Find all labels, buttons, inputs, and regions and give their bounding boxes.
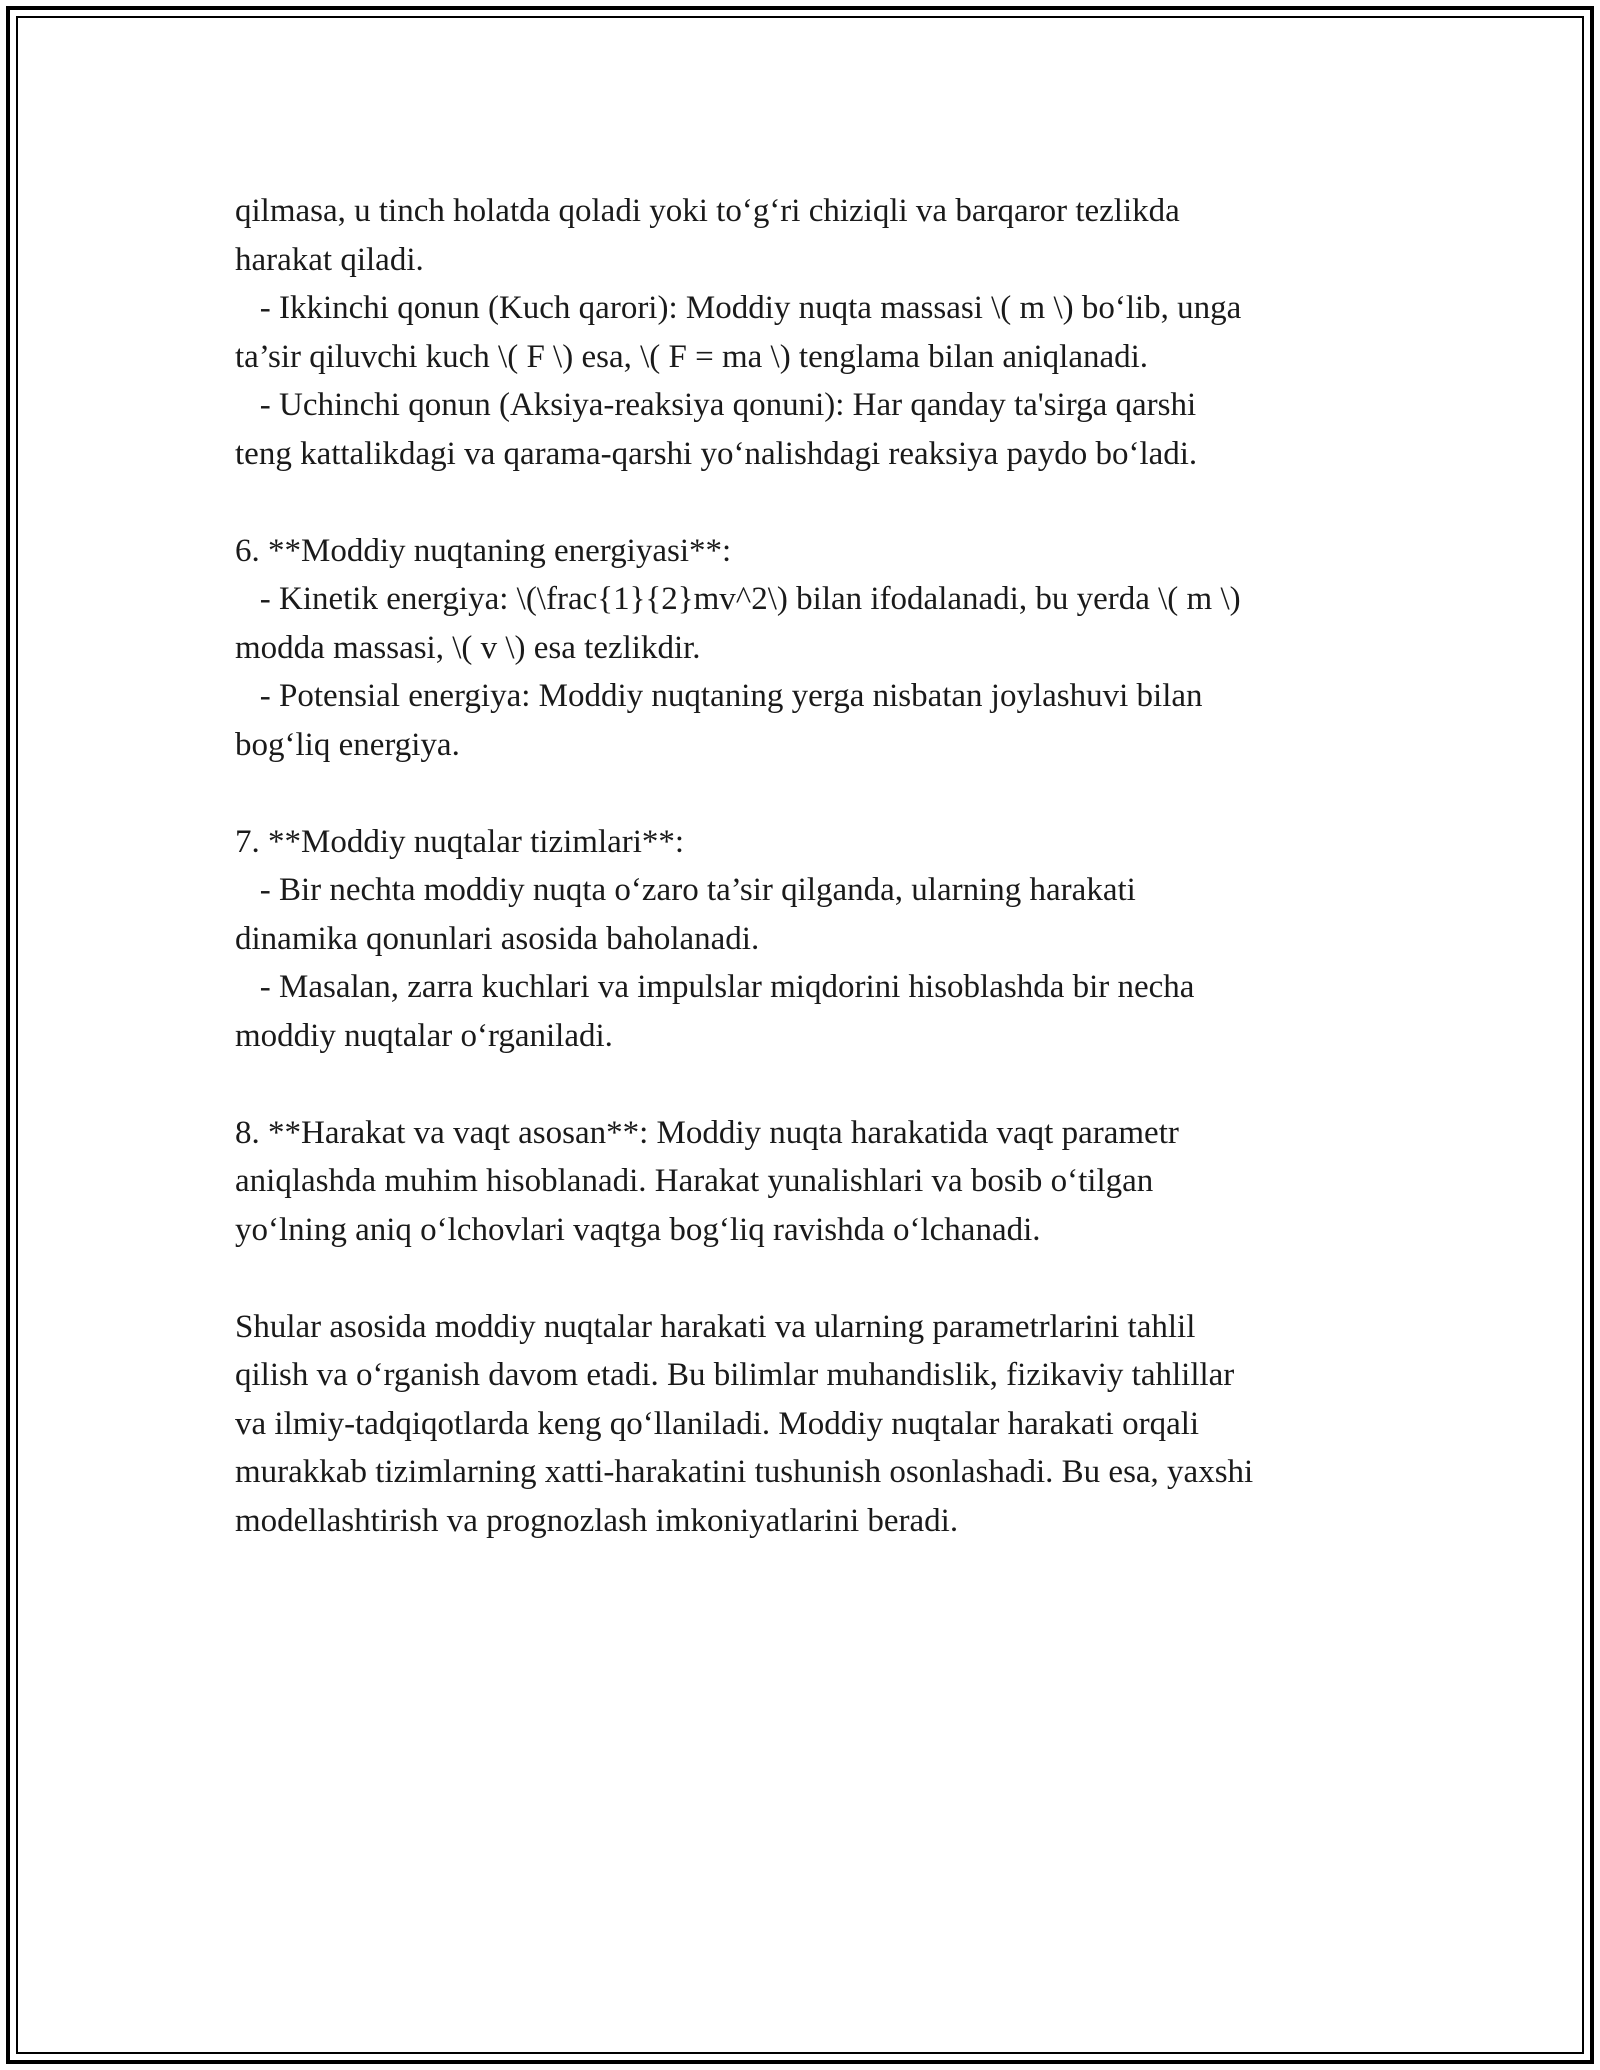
text-line: qilish va o‘rganish davom etadi. Bu bilimlar muhandislik, fizikaviy tahlillar [235, 1357, 1235, 1393]
paragraph-gap [235, 769, 1395, 818]
text-line: modellashtirish va prognozlash imkoniyatlarini beradi. [235, 1502, 959, 1539]
text-line: Shular asosida moddiy nuqtalar harakati va ularning parametrlarini tahlil [235, 1308, 1196, 1345]
text-line: modda massasi, \( v \) esa tezlikdir. [235, 629, 701, 666]
text-line: - Uchinchi qonun (Aksiya-reaksiya qonuni): Har qanday ta'sirga qarshi [235, 387, 1197, 423]
text-line: qilmasa, u tinch holatda qoladi yoki to‘g‘ri chiziqli va barqaror tezlikda [235, 193, 1180, 229]
text-line: murakkab tizimlarning xatti-harakatini tushunish osonlashadi. Bu esa, yaxshi [235, 1454, 1254, 1490]
section-heading: 7. **Moddiy nuqtalar tizimlari**: [235, 823, 685, 860]
text-line: - Bir nechta moddiy nuqta o‘zaro ta’sir qilganda, ularning harakati [235, 872, 1136, 908]
paragraph-conclusion [235, 1303, 1395, 1546]
text-line: - Kinetik energiya: \(\frac{1}{2}mv^2\) bilan ifodalanadi, bu yerda \( m \) [235, 581, 1241, 617]
text-line: harakat qiladi. [235, 241, 424, 278]
paragraph-energy [235, 527, 1395, 770]
text-line: bog‘liq energiya. [235, 726, 460, 763]
paragraph-gap [235, 478, 1395, 527]
paragraph-newton-laws [235, 187, 1395, 478]
text-line: - Potensial energiya: Moddiy nuqtaning yerga nisbatan joylashuvi bilan [235, 678, 1203, 714]
text-line: dinamika qonunlari asosida baholanadi. [235, 920, 760, 957]
text-line: teng kattalikdagi va qarama-qarshi yo‘nalishdagi reaksiya paydo bo‘ladi. [235, 435, 1198, 472]
section-heading: 6. **Moddiy nuqtaning energiyasi**: [235, 532, 732, 569]
text-line: - Masalan, zarra kuchlari va impulslar miqdorini hisoblashda bir necha [235, 969, 1195, 1005]
text-line: - Ikkinchi qonun (Kuch qarori): Moddiy nuqta massasi \( m \) bo‘lib, unga [235, 290, 1242, 326]
paragraph-gap [235, 1254, 1395, 1303]
text-line: va ilmiy-tadqiqotlarda keng qo‘llaniladi. Moddiy nuqtalar harakati orqali [235, 1405, 1200, 1442]
paragraph-systems [235, 818, 1395, 1061]
text-line: aniqlashda muhim hisoblanadi. Harakat yunalishlari va bosib o‘tilgan [235, 1163, 1154, 1199]
text-line: yo‘lning aniq o‘lchovlari vaqtga bog‘liq ravishda o‘lchanadi. [235, 1211, 1041, 1248]
text-line: ta’sir qiluvchi kuch \( F \) esa, \( F = ma \) tenglama bilan aniqlanadi. [235, 338, 1149, 375]
text-line: moddiy nuqtalar o‘rganiladi. [235, 1017, 613, 1054]
document-body [235, 187, 1395, 1545]
paragraph-motion-time [235, 1109, 1395, 1255]
section-heading: 8. **Harakat va vaqt asosan**: Moddiy nuqta harakatida vaqt parametr [235, 1114, 1179, 1151]
paragraph-gap [235, 1060, 1395, 1109]
